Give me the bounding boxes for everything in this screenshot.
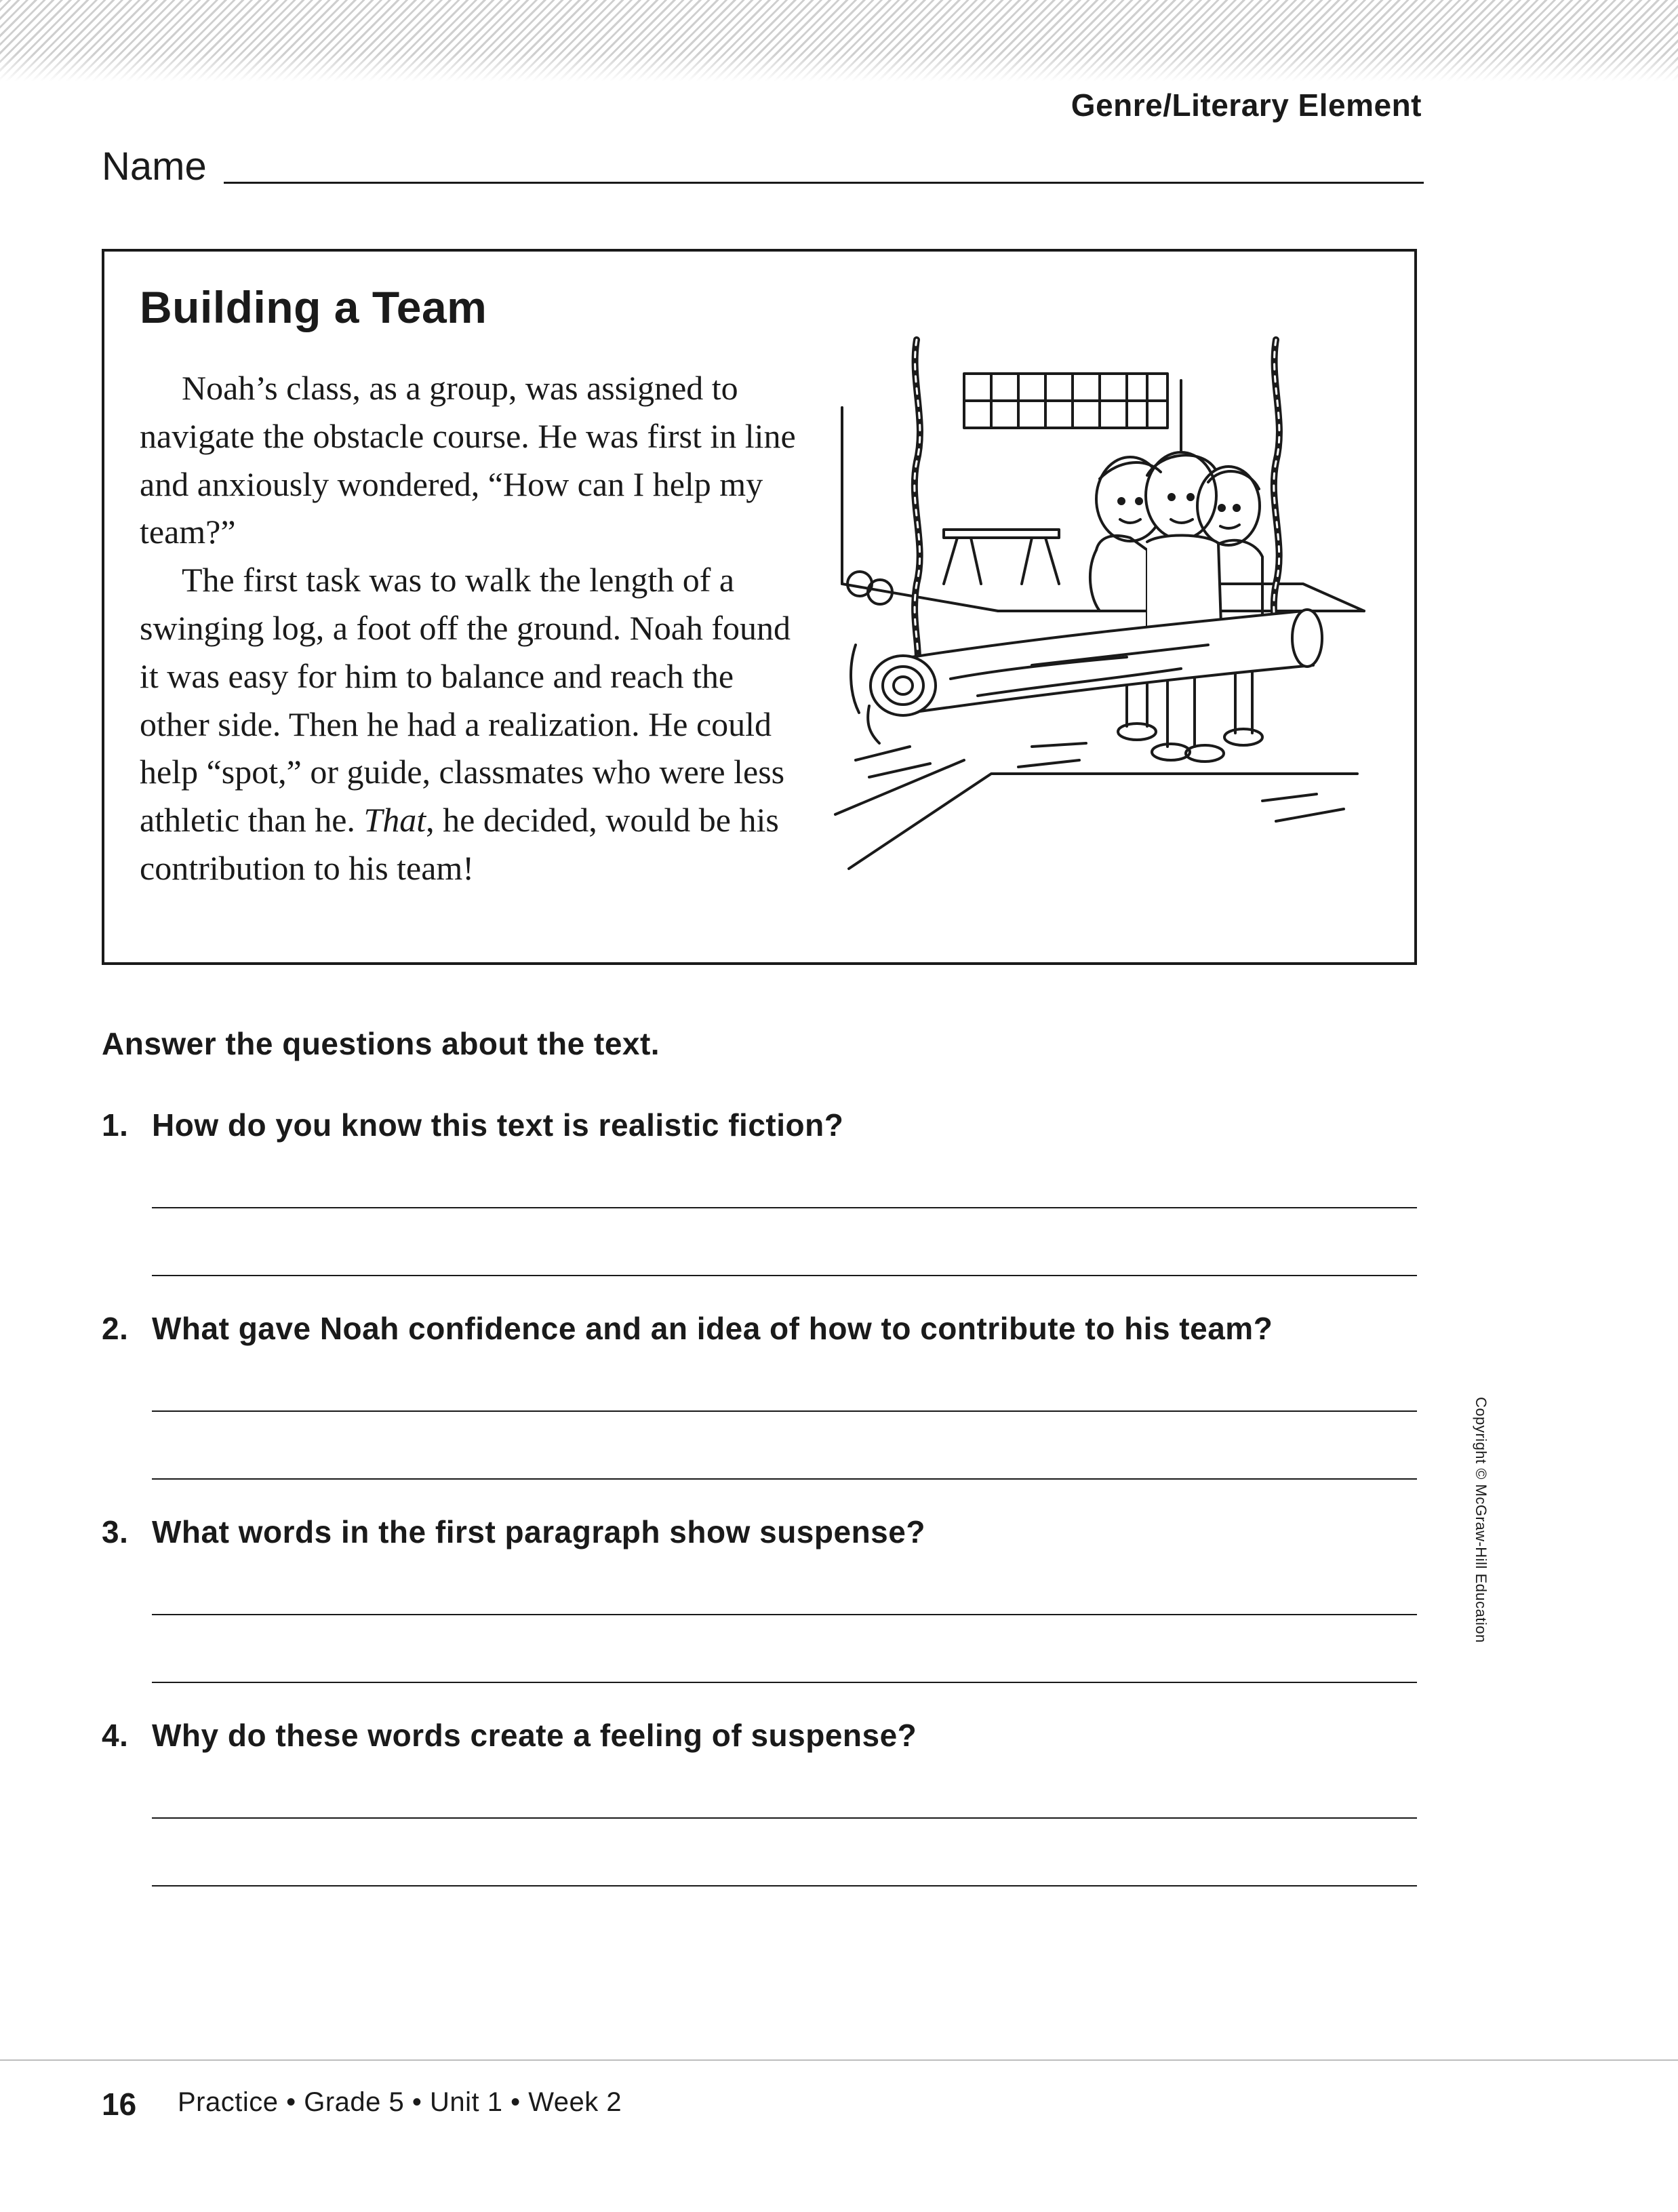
name-row — [102, 144, 1424, 191]
answer-line-3a[interactable] — [152, 1614, 1417, 1615]
story-paragraph-2-start: The first task was to walk the length of a swinging log, a foot off the ground. Noah found it was easy for him to balance and reach the other side. Then he had a realization. He could help “spot,” or guide, classmates who were less athletic than he. — [140, 561, 791, 840]
name-label: Name — [102, 144, 207, 189]
question-number: 2. — [102, 1311, 129, 1346]
copyright-notice: Copyright © McGraw-Hill Education — [1473, 1397, 1490, 1643]
question-number: 1. — [102, 1107, 129, 1143]
answer-line-2a[interactable] — [152, 1410, 1417, 1412]
answer-line-4b[interactable] — [152, 1885, 1417, 1887]
story-text — [140, 364, 804, 892]
question-text: What words in the first paragraph show suspense? — [152, 1514, 925, 1549]
answer-line-2b[interactable] — [152, 1478, 1417, 1480]
question-number: 4. — [102, 1718, 129, 1753]
page-number: 16 — [102, 2087, 137, 2122]
story-box — [102, 249, 1417, 965]
story-paragraph-2-end: , he decided, would be his contribution to his team! — [140, 801, 779, 887]
answer-line-1a[interactable] — [152, 1207, 1417, 1208]
answer-line-3b[interactable] — [152, 1682, 1417, 1683]
footer-label: Practice • Grade 5 • Unit 1 • Week 2 — [178, 2087, 622, 2117]
story-paragraph-1: Noah’s class, as a group, was assigned to navigate the obstacle course. He was first in line and anxiously wondered, “How can I help my team?” — [140, 369, 796, 551]
story-title: Building a Team — [140, 282, 487, 332]
question-number: 3. — [102, 1514, 129, 1549]
answer-line-4a[interactable] — [152, 1817, 1417, 1819]
footer-divider — [0, 2059, 1678, 2061]
question-text: What gave Noah confidence and an idea of how to contribute to his team? — [152, 1311, 1273, 1346]
answer-line-1b[interactable] — [152, 1275, 1417, 1276]
name-write-line[interactable] — [224, 182, 1424, 184]
question-text: Why do these words create a feeling of suspense? — [152, 1718, 917, 1753]
obstacle-course-illustration — [828, 326, 1398, 882]
story-paragraph-2 — [140, 556, 804, 892]
story-emphasis: That — [363, 801, 426, 840]
question-text: How do you know this text is realistic fiction? — [152, 1107, 844, 1143]
section-heading: Genre/Literary Element — [1071, 87, 1422, 123]
instructions: Answer the questions about the text. — [102, 1026, 660, 1061]
header-hatch-band — [0, 0, 1678, 81]
